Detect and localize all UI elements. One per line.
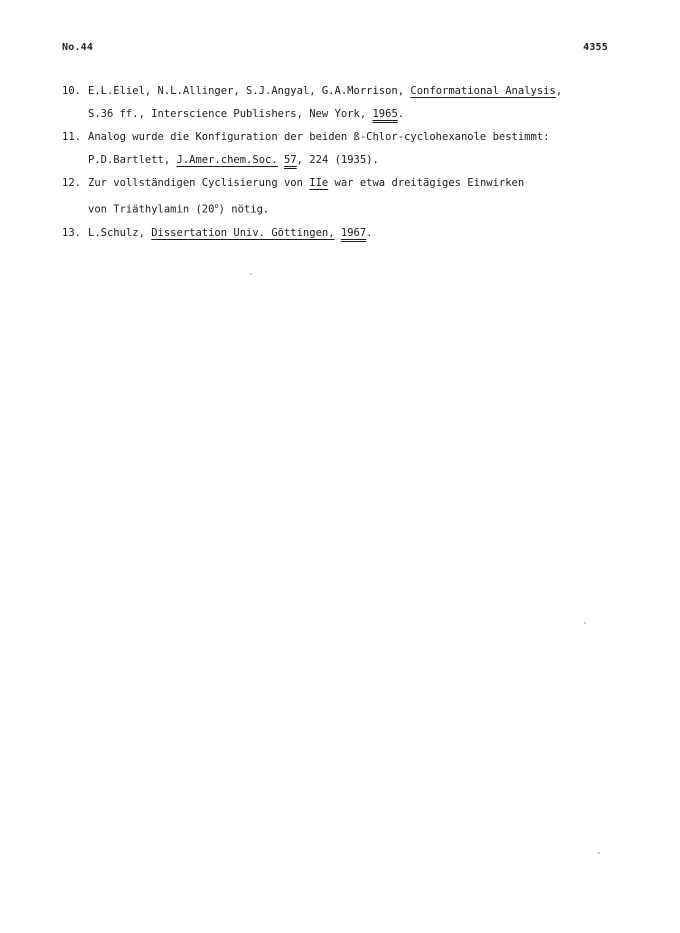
reference-text: Zur vollständigen Cyclisierung von xyxy=(88,177,310,189)
reference-text: E.L.Eliel, N.L.Allinger, S.J.Angyal, G.A.Morrison, xyxy=(88,85,411,97)
reference-text: ) nötig. xyxy=(218,203,270,216)
punctuation: , xyxy=(555,85,563,97)
reference-10-continued xyxy=(62,103,622,126)
reference-text: P.D.Bartlett, xyxy=(88,154,177,166)
reference-number: 13. xyxy=(62,226,81,239)
scan-speck xyxy=(598,852,600,854)
reference-list xyxy=(62,80,622,245)
dissertation-title: Dissertation Univ. Göttingen, xyxy=(151,226,335,239)
page-number: 4355 xyxy=(583,42,608,53)
reference-number: 12. xyxy=(62,177,81,189)
volume-number: 57 xyxy=(284,154,297,166)
publication-year: 1967 xyxy=(340,226,367,239)
reference-11 xyxy=(62,126,622,149)
punctuation: . xyxy=(397,108,405,120)
reference-number: 10. xyxy=(62,85,81,97)
reference-12-continued xyxy=(62,195,622,222)
scan-speck xyxy=(250,273,252,275)
reference-13 xyxy=(62,222,622,245)
reference-11-continued xyxy=(62,149,622,172)
reference-text: S.36 ff., Interscience Publishers, New York, xyxy=(88,108,373,120)
reference-text: , 224 (1935). xyxy=(296,154,379,166)
scan-speck xyxy=(584,622,586,624)
degree-sign: o xyxy=(214,202,219,210)
book-title: Conformational Analysis xyxy=(410,85,556,97)
reference-text: L.Schulz, xyxy=(88,226,152,239)
reference-text: war etwa dreitägiges Einwirken xyxy=(328,177,525,189)
reference-12 xyxy=(62,172,622,195)
reference-10 xyxy=(62,80,622,103)
punctuation: . xyxy=(366,226,373,239)
compound-label: IIe xyxy=(309,177,329,189)
journal-number: No.44 xyxy=(62,42,94,53)
reference-text: von Triäthylamin (20 xyxy=(88,203,215,216)
reference-text: Analog wurde die Konfiguration der beiden ß-Chlor-cyclohexanole bestimmt: xyxy=(88,131,550,143)
publication-year: 1965 xyxy=(372,108,398,120)
reference-number: 11. xyxy=(62,131,81,143)
journal-title: J.Amer.chem.Soc. xyxy=(176,154,278,166)
